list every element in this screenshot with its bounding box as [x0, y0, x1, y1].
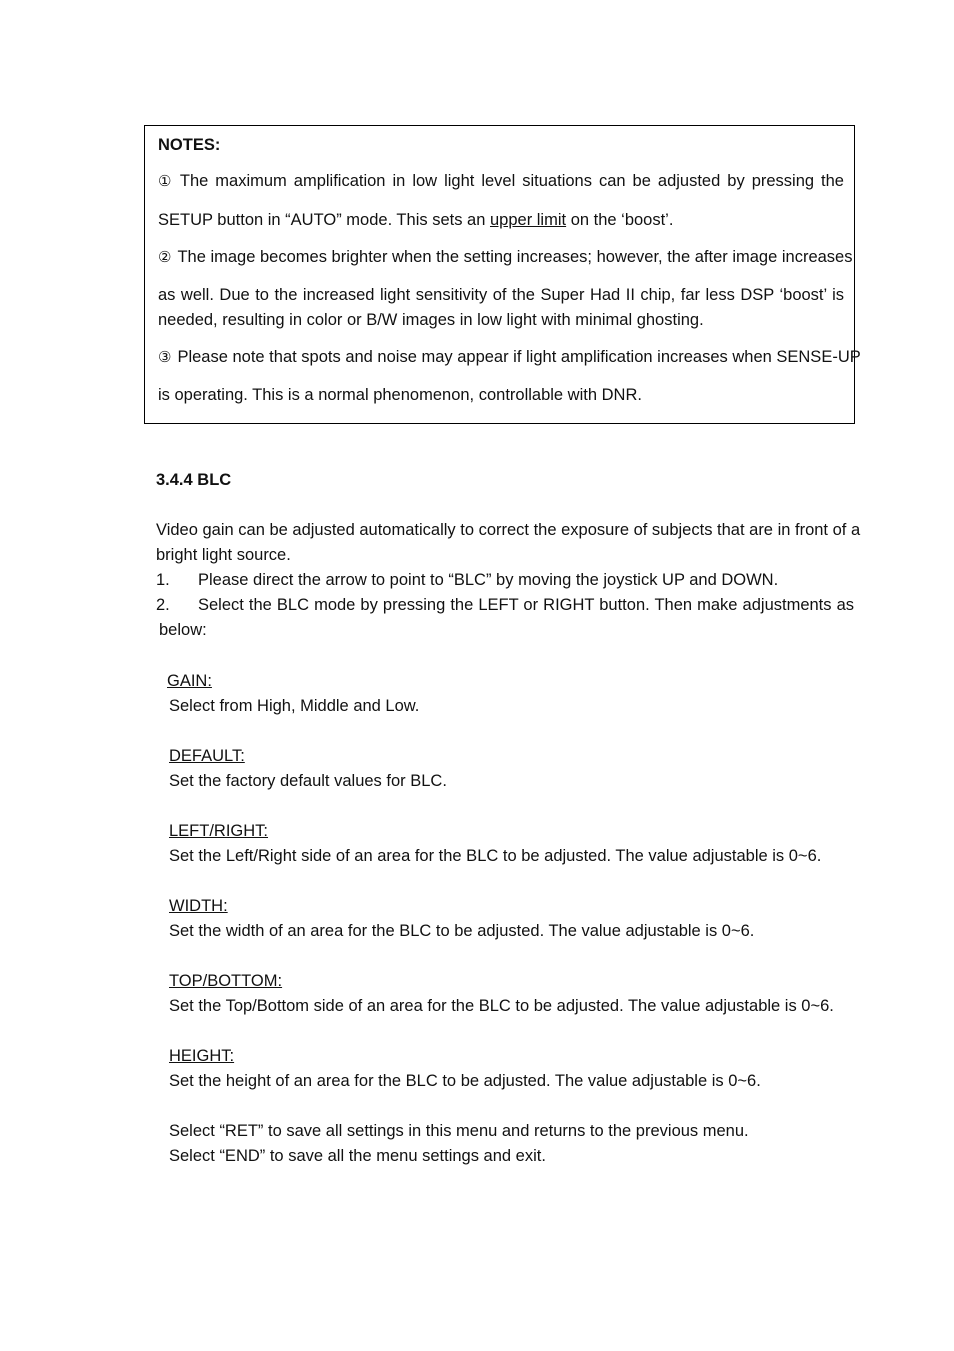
circled-three-marker: ③: [158, 349, 172, 366]
step-2: [156, 596, 854, 615]
note-2-text-1: The image becomes brighter when the setting increases; however, the after image increases: [177, 248, 853, 266]
gain-label: GAIN:: [167, 672, 212, 690]
step-1: [156, 571, 854, 590]
note-2-line-2: as well. Due to the increased light sensitivity of the Super Had II chip, far less DSP ‘boost’ is: [158, 286, 844, 304]
width-label: WIDTH:: [169, 897, 228, 915]
gain-text: Select from High, Middle and Low.: [169, 697, 420, 715]
upper-limit-underlined: upper limit: [489, 211, 567, 229]
note-3-line-1: [158, 348, 861, 367]
default-text: Set the factory default values for BLC.: [169, 772, 447, 790]
notes-title: NOTES:: [158, 136, 221, 154]
height-label: HEIGHT:: [169, 1047, 235, 1065]
intro-line-1: Video gain can be adjusted automatically to correct the exposure of subjects that are in front of a: [156, 521, 861, 539]
width-text: Set the width of an area for the BLC to be adjusted. The value adjustable is 0~6.: [169, 922, 755, 940]
step-1-text: Please direct the arrow to point to “BLC” by moving the joystick UP and DOWN.: [198, 571, 779, 589]
ret-instruction: Select “RET” to save all settings in this menu and returns to the previous menu.: [169, 1122, 749, 1140]
note-1-line-2: [158, 211, 673, 230]
note-1-text-2b: on the ‘boost’.: [566, 211, 674, 229]
note-1-text-1: The maximum amplification in low light level situations can be adjusted by pressing the: [179, 172, 844, 190]
end-instruction: Select “END” to save all the menu settings and exit.: [169, 1147, 546, 1165]
step-2-text: Select the BLC mode by pressing the LEFT or RIGHT button. Then make adjustments as: [198, 596, 854, 614]
left-right-label: LEFT/RIGHT:: [169, 822, 269, 840]
note-3-line-2: is operating. This is a normal phenomenon, controllable with DNR.: [158, 386, 642, 404]
step-2-number: 2.: [156, 596, 170, 614]
note-3-text-1: Please note that spots and noise may appear if light amplification increases when SENSE-UP: [177, 348, 861, 366]
note-2-line-3: needed, resulting in color or B/W images in low light with minimal ghosting.: [158, 311, 704, 329]
intro-line-2: bright light source.: [156, 546, 291, 564]
default-label: DEFAULT:: [169, 747, 245, 765]
section-heading: 3.4.4 BLC: [156, 471, 232, 489]
left-right-text: Set the Left/Right side of an area for the BLC to be adjusted. The value adjustable is 0~6.: [169, 847, 822, 865]
note-1-line-1: [158, 172, 844, 191]
step-1-number: 1.: [156, 571, 170, 589]
notes-box: [144, 125, 861, 424]
note-2-line-1: [158, 248, 853, 267]
circled-two-marker: ②: [158, 249, 172, 266]
top-bottom-text: Set the Top/Bottom side of an area for the BLC to be adjusted. The value adjustable is 0~6.: [169, 997, 834, 1015]
step-2-continued: below:: [159, 621, 207, 639]
circled-one-marker: ①: [158, 173, 174, 190]
top-bottom-label: TOP/BOTTOM:: [169, 972, 283, 990]
note-1-text-2a: SETUP button in “AUTO” mode. This sets an: [158, 211, 490, 229]
height-text: Set the height of an area for the BLC to be adjusted. The value adjustable is 0~6.: [169, 1072, 761, 1090]
